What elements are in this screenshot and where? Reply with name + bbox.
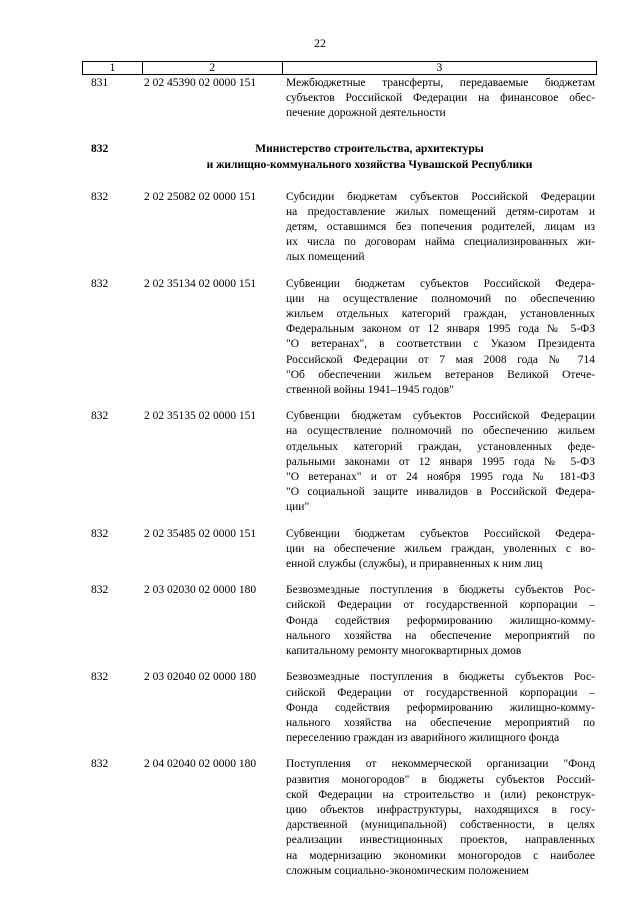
revenue-name-cell xyxy=(282,527,597,573)
row-gap xyxy=(82,659,597,670)
text-line: Субсидии бюджетам субъектов Российской Федерации xyxy=(286,190,595,203)
section-heading-row xyxy=(82,141,597,173)
row-gap xyxy=(82,746,597,757)
kbk-code-cell: 2 03 02030 02 0000 180 xyxy=(144,584,257,597)
section-rows xyxy=(82,190,597,879)
text-line: нального хозяйства на обеспечение мероприятий по xyxy=(286,629,595,642)
text-line: на модернизацию экономики моногородов с наиболее xyxy=(286,849,595,862)
text-line: ственной войны 1941–1945 годов" xyxy=(286,384,454,397)
text-line: ции" xyxy=(286,501,310,514)
text-line: Субвенции бюджетам субъектов Российской Федера- xyxy=(286,527,595,540)
revenue-name-cell xyxy=(282,76,597,122)
text-line: субъектов Российской Федерации на финансовое обес- xyxy=(286,92,595,105)
text-line: Субвенции бюджетам субъектов Российской Федера- xyxy=(286,277,595,290)
text-line: цию объектов инфраструктуры, находящихся в госу- xyxy=(286,803,595,816)
text-line: развития моногородов" в бюджеты субъектов Россий- xyxy=(286,773,595,786)
text-line: отдельных категорий граждан, установленных феде- xyxy=(286,440,595,453)
revenue-name-cell xyxy=(282,409,597,515)
text-line: детям, оставшимся без попечения родителей, лицам из xyxy=(286,221,595,234)
text-line: Российской Федерации от 7 мая 2008 года № 714 xyxy=(286,353,595,366)
text-line: лых помещений xyxy=(286,251,365,264)
text-line: сийской Федерации от государственной корпорации – xyxy=(286,686,595,699)
column-header-3: 3 xyxy=(283,62,597,74)
section-title xyxy=(142,141,597,173)
kbk-code-cell: 2 02 35134 02 0000 151 xyxy=(144,277,257,290)
text-line: ции на обеспечение жильем граждан, уволенных с во- xyxy=(286,542,595,555)
text-line: сложным социально-экономическим положением xyxy=(286,864,529,877)
text-line: "Об обеспечении жильем ветеранов Великой Отече- xyxy=(286,368,595,381)
table-row xyxy=(82,409,597,515)
table-header-row xyxy=(82,61,597,75)
row-gap xyxy=(82,572,597,583)
revenue-name-cell xyxy=(282,757,597,879)
table-row xyxy=(82,76,597,122)
section-admin-code: 832 xyxy=(91,142,109,155)
admin-code-cell: 832 xyxy=(91,410,109,423)
text-line: печение дорожной деятельности xyxy=(286,107,446,120)
text-line: на предоставление жилых помещений детям-сиротам и xyxy=(286,205,595,218)
revenue-name-cell xyxy=(282,190,597,266)
text-line: Субвенции бюджетам субъектов Российской Федерации xyxy=(286,410,595,423)
table-row xyxy=(82,277,597,399)
text-line: ской Федерации на строительство и (или) реконструк- xyxy=(286,788,595,801)
text-line: нального хозяйства на обеспечение мероприятий по xyxy=(286,716,595,729)
kbk-code-cell: 2 02 25082 02 0000 151 xyxy=(144,190,257,203)
text-line: Безвозмездные поступления в бюджеты субъектов Рос- xyxy=(286,671,595,684)
row-gap xyxy=(82,516,597,527)
text-line: Безвозмездные поступления в бюджеты субъектов Рос- xyxy=(286,584,595,597)
column-header-2: 2 xyxy=(143,62,283,74)
section-title-line: и жилищно-коммунального хозяйства Чувашской Республики xyxy=(206,158,533,171)
text-line: Межбюджетные трансферты, передаваемые бюджетам xyxy=(286,77,595,89)
revenue-name-cell xyxy=(282,670,597,746)
text-line: ральными законами от 12 января 1995 года № 5-ФЗ xyxy=(286,455,595,468)
text-line: "О ветеранах" и от 24 ноября 1995 года № 181-ФЗ xyxy=(286,471,595,484)
text-line: на осуществление полномочий по обеспечению жильем xyxy=(286,425,595,438)
text-line: Фонда содействия реформированию жилищно-комму- xyxy=(286,614,595,627)
table-row xyxy=(82,670,597,746)
kbk-code-cell: 2 02 35135 02 0000 151 xyxy=(144,410,257,423)
admin-code-cell: 832 xyxy=(91,527,109,540)
table-row xyxy=(82,757,597,879)
text-line: Поступления от некоммерческой организации "Фонд xyxy=(286,758,595,771)
text-line: Федеральным законом от 12 января 1995 года № 5-ФЗ xyxy=(286,323,595,336)
text-line: сийской Федерации от государственной корпорации – xyxy=(286,599,595,612)
budget-codes-table xyxy=(82,61,597,879)
revenue-name-cell xyxy=(282,583,597,659)
text-line: ции на осуществление полномочий по обеспечению xyxy=(286,292,595,305)
text-line: дарственной (муниципальной) собственности, в целях xyxy=(286,819,595,832)
text-line: реализации инвестиционных проектов, направленных xyxy=(286,834,595,847)
admin-code-cell: 832 xyxy=(91,584,109,597)
kbk-code-cell: 2 03 02040 02 0000 180 xyxy=(144,671,257,684)
kbk-code-cell: 2 02 45390 02 0000 151 xyxy=(144,77,257,89)
page-number: 22 xyxy=(314,36,326,50)
text-line: енной службы (службы), и приравненных к ним лиц xyxy=(286,558,543,571)
admin-code-cell: 832 xyxy=(91,190,109,203)
text-line: жильем отдельных категорий граждан, установленных xyxy=(286,308,595,321)
text-line: "О социальной защите инвалидов в Российской Федера- xyxy=(286,486,595,499)
admin-code-cell: 832 xyxy=(91,671,109,684)
row-gap xyxy=(82,266,597,277)
section-title-line: Министерство строительства, архитектуры xyxy=(255,142,484,155)
admin-code-cell: 832 xyxy=(91,758,109,771)
text-line: капитальному ремонту многоквартирных домов xyxy=(286,645,522,658)
kbk-code-cell: 2 02 35485 02 0000 151 xyxy=(144,527,257,540)
text-line: "О ветеранах", в соответствии с Указом Президента xyxy=(286,338,595,351)
row-gap xyxy=(82,398,597,409)
table-row xyxy=(82,583,597,659)
text-line: переселению граждан из аварийного жилищного фонда xyxy=(286,732,560,745)
admin-code-cell: 832 xyxy=(91,277,109,290)
kbk-code-cell: 2 04 02040 02 0000 180 xyxy=(144,758,257,771)
column-header-1: 1 xyxy=(83,62,143,74)
revenue-name-cell xyxy=(282,277,597,399)
table-row xyxy=(82,527,597,573)
table-row xyxy=(82,190,597,266)
admin-code-cell: 831 xyxy=(91,77,109,89)
text-line: их числа по договорам найма специализированных жи- xyxy=(286,236,595,249)
table-body xyxy=(82,76,597,879)
text-line: Фонда содействия реформированию жилищно-комму- xyxy=(286,701,595,714)
